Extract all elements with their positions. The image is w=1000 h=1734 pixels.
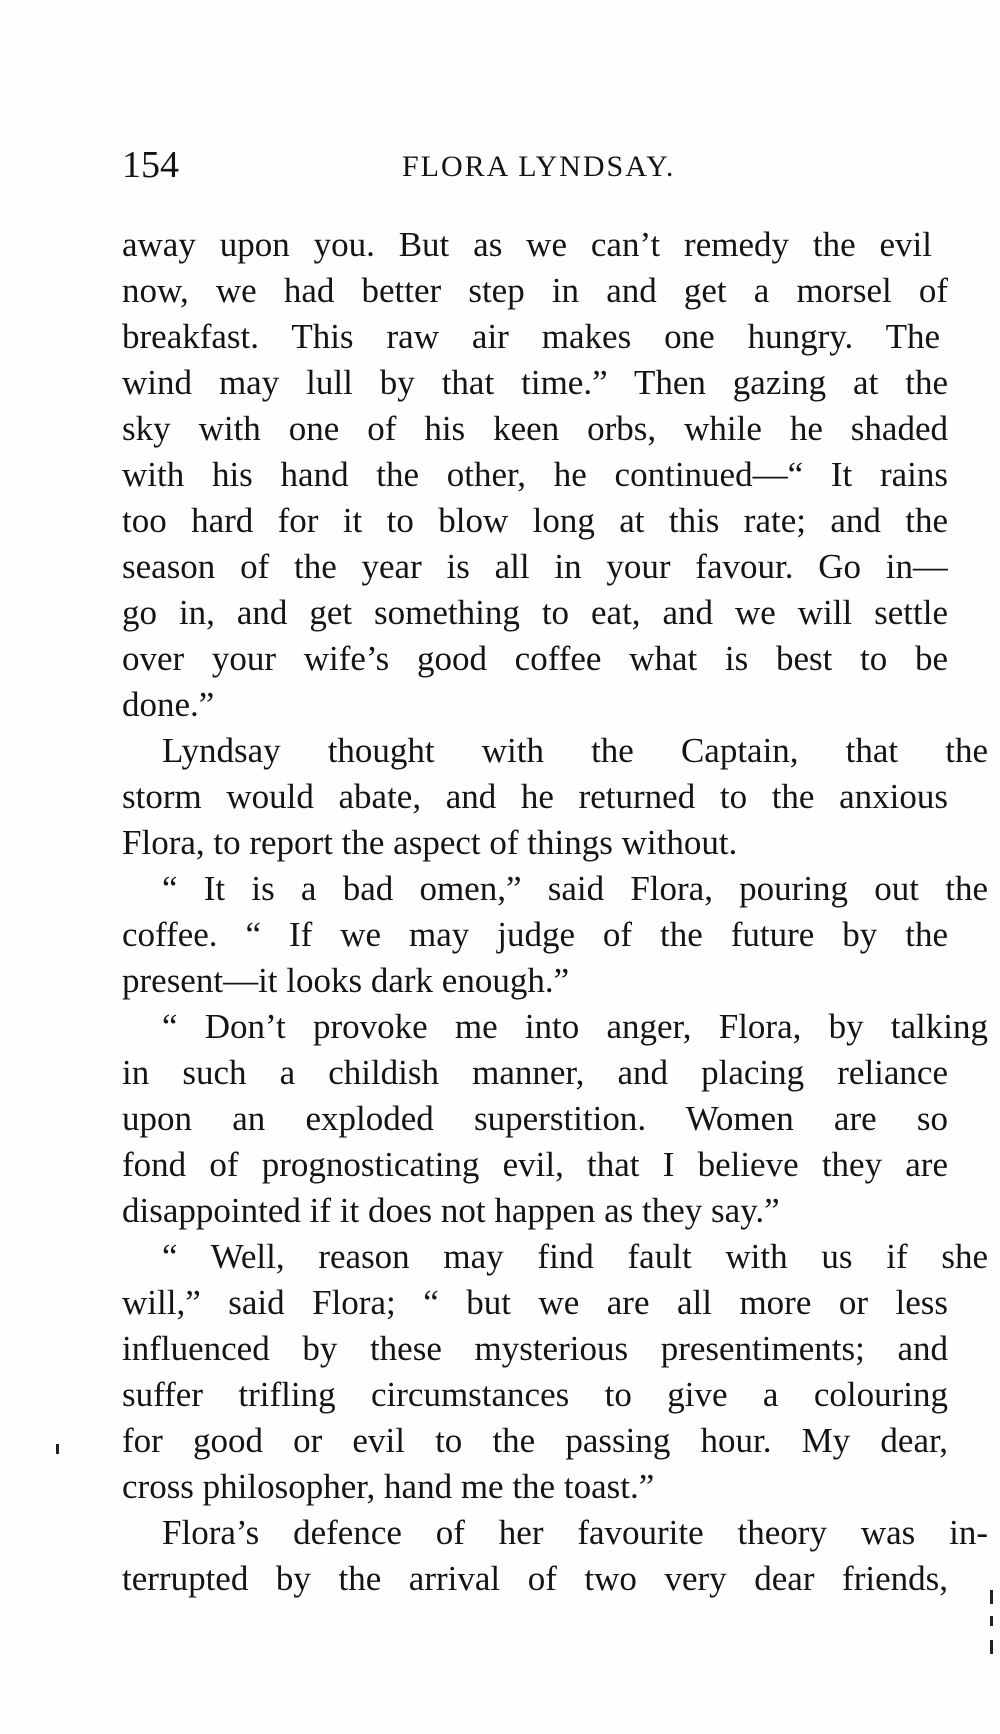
text-line: fond of prognosticating evil, that I believe they are: [122, 1145, 948, 1184]
paragraph-first-line: Lyndsay thought with the Captain, that the: [162, 731, 988, 770]
running-title: FLORA LYNDSAY.: [402, 150, 676, 183]
text-line: with his hand the other, he continued—“ It rains: [122, 455, 948, 494]
text-line: over your wife’s good coffee what is best to be: [122, 639, 948, 678]
text-line: sky with one of his keen orbs, while he shaded: [122, 409, 948, 448]
scan-speck: [56, 1444, 59, 1454]
text-line: upon an exploded superstition. Women are so: [122, 1099, 948, 1138]
paragraph-first-line: “ It is a bad omen,” said Flora, pouring out the: [162, 869, 988, 908]
text-line: breakfast. This raw air makes one hungry. The: [122, 317, 940, 356]
text-line: go in, and get something to eat, and we will settle: [122, 593, 948, 632]
running-head: [122, 140, 942, 190]
text-line: coffee. “ If we may judge of the future by the: [122, 915, 948, 954]
text-line: disappointed if it does not happen as they say.”: [122, 1191, 780, 1230]
text-line: too hard for it to blow long at this rate; and the: [122, 501, 948, 540]
text-line: in such a childish manner, and placing reliance: [122, 1053, 948, 1092]
page-edge-mark: [990, 1590, 993, 1604]
text-line: storm would abate, and he returned to the anxious: [122, 777, 948, 816]
body-text: [122, 222, 988, 1602]
paragraph-first-line: “ Don’t provoke me into anger, Flora, by talking: [162, 1007, 988, 1046]
text-line: suffer trifling circumstances to give a colouring: [122, 1375, 948, 1414]
page-number: 154: [122, 144, 179, 186]
paragraph-first-line: “ Well, reason may find fault with us if she: [162, 1237, 988, 1276]
text-line: away upon you. But as we can’t remedy the evil: [122, 225, 932, 264]
paragraph-first-line: Flora’s defence of her favourite theory was in-: [162, 1513, 988, 1552]
page-edge-mark: [990, 1616, 993, 1626]
text-line: done.”: [122, 685, 215, 724]
text-line: Flora, to report the aspect of things without.: [122, 823, 738, 862]
text-line: for good or evil to the passing hour. My dear,: [122, 1421, 948, 1460]
text-line: terrupted by the arrival of two very dear friends,: [122, 1559, 948, 1598]
text-line: influenced by these mysterious presentiments; and: [122, 1329, 948, 1368]
text-line: cross philosopher, hand me the toast.”: [122, 1467, 655, 1506]
text-line: wind may lull by that time.” Then gazing at the: [122, 363, 948, 402]
text-line: will,” said Flora; “ but we are all more or less: [122, 1283, 948, 1322]
text-line: now, we had better step in and get a morsel of: [122, 271, 948, 310]
text-line: season of the year is all in your favour. Go in—: [122, 547, 948, 586]
page-edge-mark: [990, 1640, 993, 1654]
text-line: present—it looks dark enough.”: [122, 961, 570, 1000]
